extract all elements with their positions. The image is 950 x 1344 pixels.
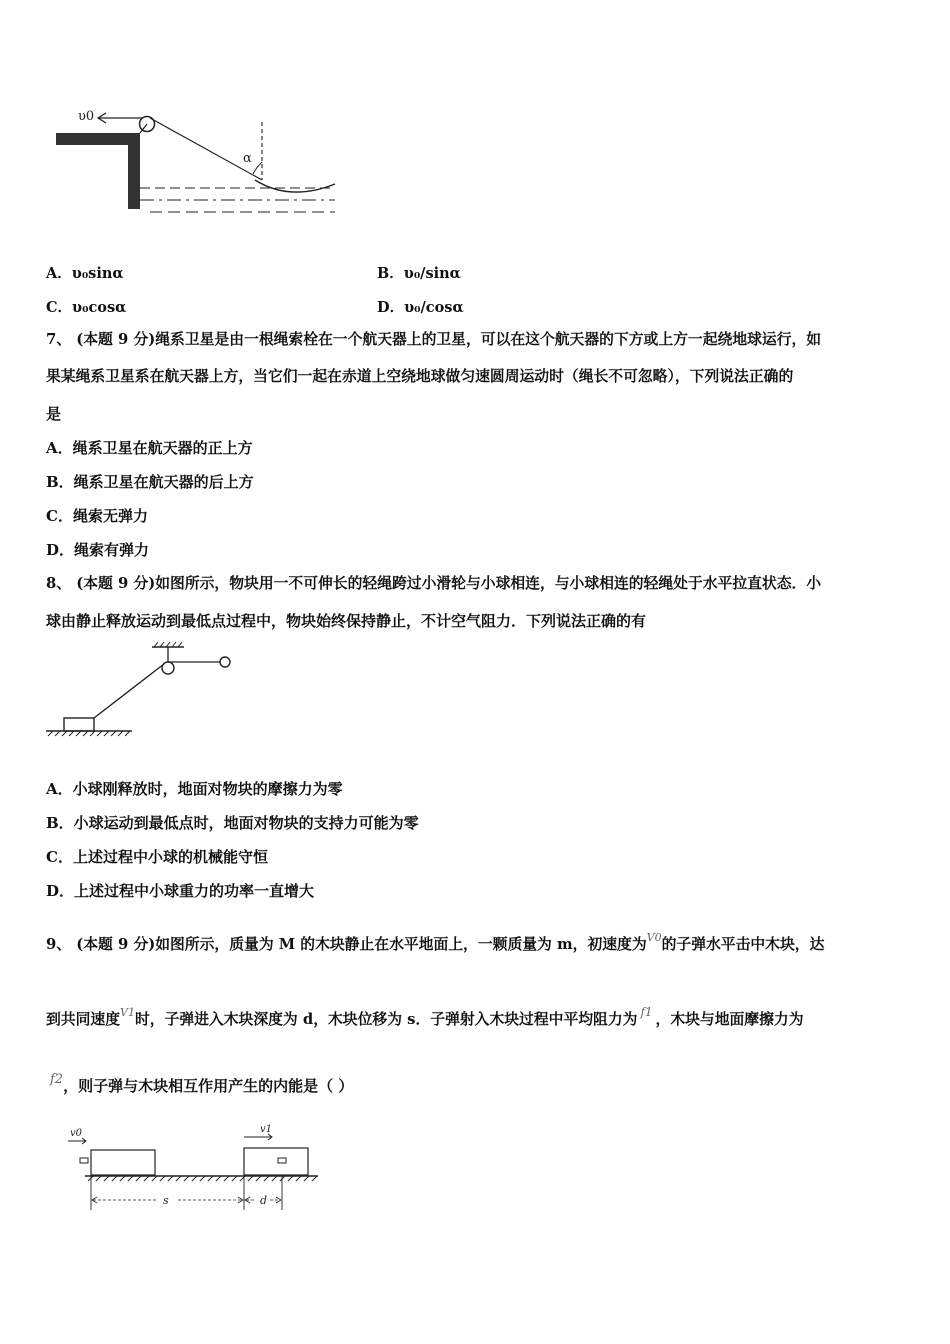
q7-option-b: B．绳系卫星在航天器的后上方 [46,473,254,491]
q8-stem-line1: 8、 (本题 9 分)如图所示，物块用一不可伸长的轻绳跨过小滑轮与小球相连，与小球相连的轻绳处于水平拉直状态．小 [46,575,822,592]
bullet-initial [80,1158,88,1163]
q8-option-a: A．小球刚释放时，地面对物块的摩擦力为零 [46,780,343,798]
q8-option-d: D．上述过程中小球重力的功率一直增大 [46,882,315,900]
dock-wall [128,133,140,209]
q8-option-b: B．小球运动到最低点时，地面对物块的支持力可能为零 [46,814,419,832]
block [64,718,94,731]
fig-v0-label: v0 [70,1128,83,1139]
q7-option-d: D．绳索有弹力 [46,541,150,559]
q6-option-a: A．υ₀sinα [46,265,124,282]
q7-option-a: A．绳系卫星在航天器的正上方 [46,439,253,457]
q9-stem-line2 [46,1002,804,1030]
q9-line3-text: ，则子弹与木块相互作用产生的内能是（ ） [63,1077,354,1095]
q9-var-v0: V0 [646,931,662,944]
v0-label: υ0 [78,109,95,124]
small-ball [220,657,230,667]
q6-option-b: B．υ₀/sinα [377,265,461,282]
q9-var-f2: f2 [50,1072,64,1087]
figure-block-pulley-ball [44,640,244,750]
fig-v1-label: v1 [260,1124,273,1135]
q9-stem-line1 [46,928,824,955]
boat [255,180,335,192]
q6-option-c: C．υ₀cosα [46,299,127,316]
q6-option-d: D．υ₀/cosα [377,299,464,316]
q9-line1-part-a: 9、 (本题 9 分)如图所示，质量为 M 的木块静止在水平地面上，一颗质量为 m，初速度为 [46,936,647,953]
q7-stem-line3: 是 [46,405,62,423]
bullet-embedded [278,1158,286,1163]
q9-line2-part-c: ，木块与地面摩擦力为 [655,1011,804,1028]
q7-stem-line1: 7、 (本题 9 分)绳系卫星是由一根绳索栓在一个航天器上的卫星，可以在这个航天器的下方或上方一起绕地球运行，如 [46,331,822,348]
q9-line2-part-a: 到共同速度 [46,1011,120,1028]
q9-line2-part-b: 时，子弹进入木块深度为 d，木块位移为 s．子弹射入木块过程中平均阻力为 [134,1011,638,1028]
q7-stem-line2: 果某绳系卫星系在航天器上方，当它们一起在赤道上空绕地球做匀速圆周运动时（绳长不可忽略），下列说法正确的 [46,368,794,385]
figure-bullet-block [60,1118,330,1213]
alpha-label: α [243,151,252,166]
fig-s-label: s [163,1194,169,1207]
q8-option-c: C．上述过程中小球的机械能守恒 [46,848,268,866]
q9-stem-line3 [50,1070,353,1096]
dock-top [56,133,136,145]
q9-line1-part-b: 的子弹水平击中木块，达 [661,936,825,953]
fig-d-label: d [260,1194,268,1207]
q9-var-v1: V1 [120,1006,135,1019]
figure-rope-boat [50,100,350,220]
block-final [244,1148,308,1175]
q9-var-f1: f1 [640,1005,653,1019]
block-initial [91,1150,155,1175]
rope [150,118,262,180]
q8-stem-line2: 球由静止释放运动到最低点过程中，物块始终保持静止，不计空气阻力．下列说法正确的有 [46,612,647,630]
q7-option-c: C．绳索无弹力 [46,507,148,525]
